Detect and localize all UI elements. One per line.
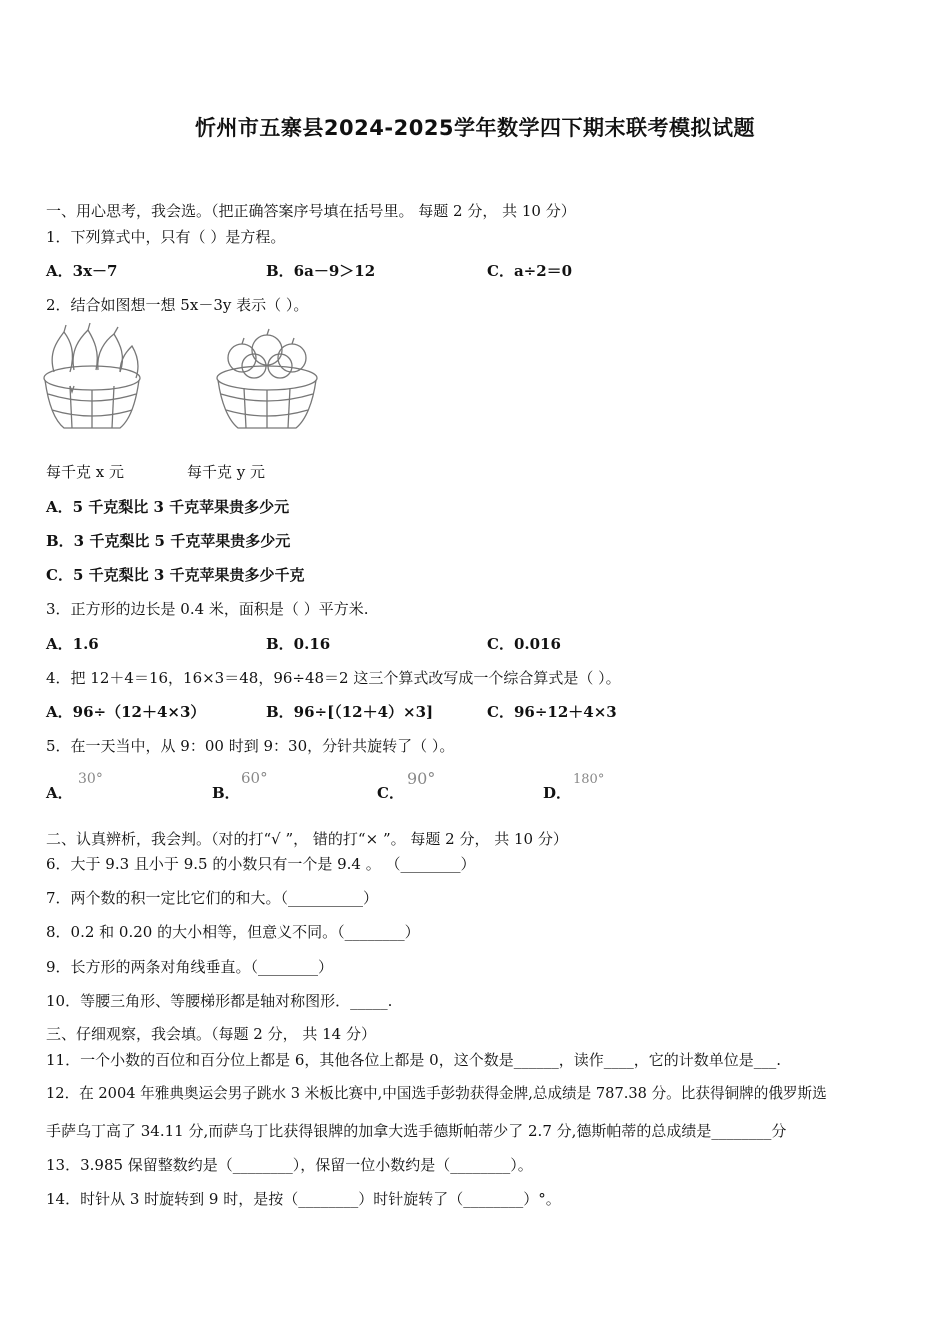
question-13: 13．3.985 保留整数约是（________），保留一位小数约是（________）。: [46, 1156, 533, 1174]
q5-option-d: D．: [543, 784, 572, 802]
q5-angle-d: 180°: [573, 772, 605, 787]
apple-price-caption: 每千克 y 元: [187, 463, 266, 481]
question-14: 14．时针从 3 时旋转到 9 时，是按（________）时针旋转了（________）°。: [46, 1190, 561, 1208]
q3-option-b: B．0.16: [266, 635, 331, 653]
question-10: 10．等腰三角形、等腰梯形都是轴对称图形．_____.: [46, 992, 393, 1010]
q5-option-b: B．: [212, 784, 240, 802]
question-4: 4．把 12＋4＝16，16×3＝48，96÷48＝2 这三个算式改写成一个综合算式是（ ）。: [46, 669, 621, 687]
question-2: 2．结合如图想一想 5x－3y 表示（ ）。: [46, 296, 309, 314]
q5-angle-b: 60°: [241, 769, 268, 787]
q5-option-a: A．: [46, 784, 73, 802]
pear-basket-image: [40, 322, 145, 434]
q3-option-a: A．1.6: [46, 635, 99, 653]
pear-price-caption: 每千克 x 元: [46, 463, 124, 481]
apple-basket-image: [212, 328, 322, 434]
question-8: 8．0.2 和 0.20 的大小相等，但意义不同。（________）: [46, 923, 420, 941]
question-9: 9．长方形的两条对角线垂直。（________）: [46, 958, 334, 976]
question-11: 11．一个小数的百位和百分位上都是 6，其他各位上都是 0，这个数是______，读作____，它的计数单位是___.: [46, 1051, 781, 1069]
section3-heading: 三、仔细观察，我会填。（每题 2 分， 共 14 分）: [46, 1025, 376, 1043]
q2-option-c: C．5 千克梨比 3 千克苹果贵多少千克: [46, 566, 305, 584]
question-7: 7．两个数的积一定比它们的和大。（__________）: [46, 889, 379, 907]
question-1: 1．下列算式中，只有（ ）是方程。: [46, 228, 286, 246]
q4-option-c: C．96÷12＋4×3: [487, 703, 617, 721]
q2-option-b: B．3 千克梨比 5 千克苹果贵多少元: [46, 532, 291, 550]
question-6: 6．大于 9.3 且小于 9.5 的小数只有一个是 9.4 。 （________）: [46, 855, 476, 873]
q5-angle-c: 90°: [407, 769, 436, 788]
q5-angle-a: 30°: [78, 771, 103, 787]
q3-option-c: C．0.016: [487, 635, 561, 653]
q2-option-a: A．5 千克梨比 3 千克苹果贵多少元: [46, 498, 290, 516]
section2-heading: 二、认真辨析，我会判。（对的打“√ ”， 错的打“× ”。 每题 2 分， 共 10 分）: [46, 830, 568, 848]
q1-option-c: C．a÷2＝0: [487, 262, 573, 280]
q1-option-b: B．6a－9＞12: [266, 262, 376, 280]
question-5: 5．在一天当中，从 9：00 时到 9：30，分针共旋转了（ ）。: [46, 737, 455, 755]
section1-heading: 一、用心思考，我会选。（把正确答案序号填在括号里。 每题 2 分， 共 10 分）: [46, 202, 576, 220]
q4-option-a: A．96÷（12＋4×3）: [46, 703, 206, 721]
question-12-line1: 12．在 2004 年雅典奥运会男子跳水 3 米板比赛中,中国选手彭勃获得金牌,总成绩是 787.38 分。比获得铜牌的俄罗斯选: [46, 1085, 827, 1102]
question-12-line2: 手萨乌丁高了 34.11 分,而萨乌丁比获得银牌的加拿大选手德斯帕蒂少了 2.7 分,德斯帕蒂的总成绩是________分: [46, 1122, 787, 1140]
question-3: 3．正方形的边长是 0.4 米，面积是（ ）平方米.: [46, 600, 369, 618]
page-title: 忻州市五寨县2024-2025学年数学四下期末联考模拟试题: [194, 116, 756, 140]
q4-option-b: B．96÷[（12＋4）×3]: [266, 703, 434, 721]
q1-option-a: A．3x－7: [46, 262, 118, 280]
q5-option-c: C．: [377, 784, 404, 802]
